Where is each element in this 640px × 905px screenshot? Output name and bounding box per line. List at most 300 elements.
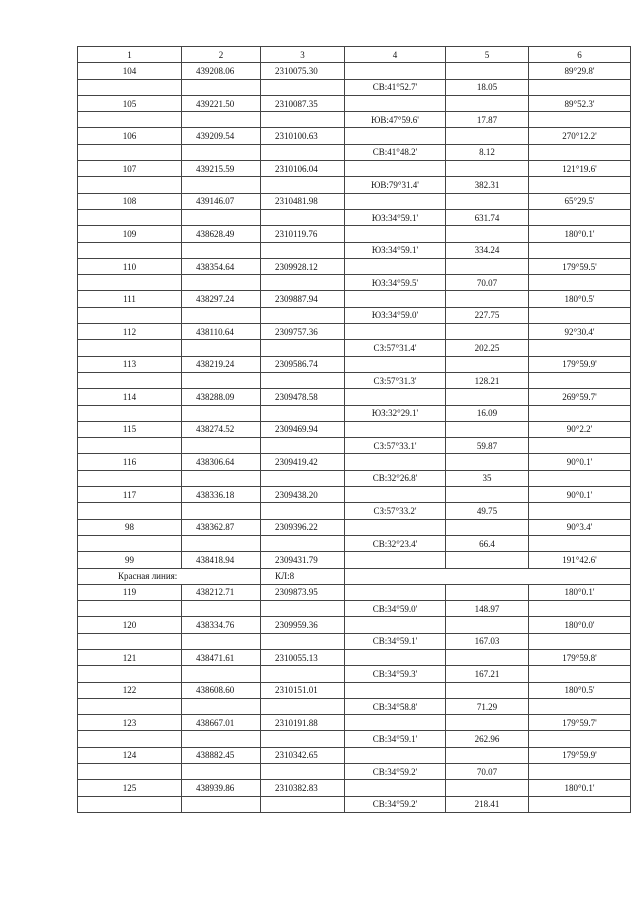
bearing-cell: СЗ:57°33.2' [345,503,446,519]
distance-cell [446,584,529,600]
distance-cell: 17.87 [446,112,529,128]
x-coordinate-cell: 438274.52 [182,421,261,437]
distance-cell: 262.96 [446,731,529,747]
y-coordinate-cell: 2309469.94 [261,421,345,437]
bearing-cell: СВ:34°59.2' [345,764,446,780]
table-row [78,161,631,177]
y-coordinate-cell: 2309396.22 [261,519,345,535]
x-coordinate-cell: 439208.06 [182,63,261,79]
column-header: 4 [345,47,446,63]
point-number-cell: 105 [78,95,182,111]
bearing-cell [345,193,446,209]
bearing-cell: ЮЗ:34°59.1' [345,209,446,225]
angle-cell [529,242,631,258]
table-row [78,275,631,291]
bearing-cell [345,128,446,144]
bearing-cell [345,715,446,731]
point-number-cell [78,470,182,486]
point-number-cell: 108 [78,193,182,209]
x-coordinate-cell: 438418.94 [182,552,261,568]
x-coordinate-cell [182,633,261,649]
x-coordinate-cell [182,731,261,747]
distance-cell: 202.25 [446,340,529,356]
x-coordinate-cell: 438354.64 [182,258,261,274]
point-number-cell [78,307,182,323]
table-row [78,340,631,356]
table-row [78,421,631,437]
angle-cell [529,731,631,747]
angle-cell [529,764,631,780]
header-row [78,47,631,63]
point-number-cell: 120 [78,617,182,633]
bearing-cell [345,682,446,698]
x-coordinate-cell: 438471.61 [182,649,261,665]
point-number-cell [78,698,182,714]
angle-cell: 179°59.8' [529,649,631,665]
table-row [78,144,631,160]
table-row [78,112,631,128]
point-number-cell [78,666,182,682]
table-row [78,470,631,486]
point-number-cell: 107 [78,161,182,177]
angle-cell: 269°59.7' [529,389,631,405]
y-coordinate-cell: 2310382.83 [261,780,345,796]
angle-cell [529,112,631,128]
y-coordinate-cell [261,731,345,747]
distance-cell: 631.74 [446,209,529,225]
y-coordinate-cell [261,503,345,519]
y-coordinate-cell: 2309959.36 [261,617,345,633]
distance-cell [446,617,529,633]
bearing-cell [345,226,446,242]
angle-cell [529,372,631,388]
point-number-cell [78,144,182,160]
bearing-cell [345,454,446,470]
x-coordinate-cell [182,698,261,714]
section-label: Красная линия: [78,568,261,584]
table-row [78,356,631,372]
table-row [78,372,631,388]
x-coordinate-cell [182,470,261,486]
bearing-cell: СВ:34°59.0' [345,601,446,617]
y-coordinate-cell: 2309431.79 [261,552,345,568]
point-number-cell: 99 [78,552,182,568]
angle-cell: 121°19.6' [529,161,631,177]
angle-cell: 180°0.5' [529,291,631,307]
distance-cell [446,519,529,535]
x-coordinate-cell [182,177,261,193]
x-coordinate-cell: 439209.54 [182,128,261,144]
distance-cell [446,95,529,111]
point-number-cell [78,242,182,258]
y-coordinate-cell: 2310075.30 [261,63,345,79]
x-coordinate-cell [182,242,261,258]
table-row [78,291,631,307]
table-row [78,405,631,421]
table-row [78,128,631,144]
point-number-cell [78,79,182,95]
angle-cell [529,470,631,486]
angle-cell [529,340,631,356]
distance-cell: 49.75 [446,503,529,519]
bearing-cell [345,258,446,274]
distance-cell: 227.75 [446,307,529,323]
bearing-cell: СВ:34°59.1' [345,633,446,649]
x-coordinate-cell: 438219.24 [182,356,261,372]
angle-cell: 89°52.3' [529,95,631,111]
point-number-cell [78,633,182,649]
x-coordinate-cell: 438212.71 [182,584,261,600]
bearing-cell: СЗ:57°31.4' [345,340,446,356]
bearing-cell [345,487,446,503]
column-header: 6 [529,47,631,63]
angle-cell [529,535,631,551]
distance-cell [446,291,529,307]
table-row [78,617,631,633]
distance-cell [446,780,529,796]
y-coordinate-cell: 2310481.98 [261,193,345,209]
angle-cell [529,307,631,323]
angle-cell: 90°2.2' [529,421,631,437]
bearing-cell [345,421,446,437]
y-coordinate-cell [261,698,345,714]
point-number-cell [78,503,182,519]
y-coordinate-cell: 2309438.20 [261,487,345,503]
distance-cell [446,324,529,340]
x-coordinate-cell [182,601,261,617]
point-number-cell: 123 [78,715,182,731]
angle-cell: 179°59.5' [529,258,631,274]
y-coordinate-cell: 2310342.65 [261,747,345,763]
distance-cell: 167.21 [446,666,529,682]
point-number-cell: 112 [78,324,182,340]
bearing-cell: ЮЗ:34°59.1' [345,242,446,258]
x-coordinate-cell [182,666,261,682]
angle-cell: 179°59.9' [529,356,631,372]
distance-cell [446,258,529,274]
bearing-cell: СВ:34°59.3' [345,666,446,682]
y-coordinate-cell [261,372,345,388]
table-row [78,193,631,209]
angle-cell [529,144,631,160]
y-coordinate-cell: 2309928.12 [261,258,345,274]
point-number-cell: 114 [78,389,182,405]
y-coordinate-cell: 2309757.36 [261,324,345,340]
bearing-cell [345,552,446,568]
table-row [78,242,631,258]
distance-cell: 59.87 [446,438,529,454]
bearing-cell: ЮЗ:34°59.0' [345,307,446,323]
red-line-section-row [78,568,631,584]
x-coordinate-cell [182,503,261,519]
coordinates-table [77,46,631,813]
point-number-cell: 115 [78,421,182,437]
y-coordinate-cell [261,275,345,291]
x-coordinate-cell: 438608.60 [182,682,261,698]
distance-cell [446,454,529,470]
bearing-cell [345,617,446,633]
point-number-cell: 98 [78,519,182,535]
distance-cell: 382.31 [446,177,529,193]
x-coordinate-cell: 438297.24 [182,291,261,307]
table-row [78,226,631,242]
x-coordinate-cell: 438667.01 [182,715,261,731]
distance-cell: 148.97 [446,601,529,617]
y-coordinate-cell [261,601,345,617]
x-coordinate-cell: 438882.45 [182,747,261,763]
angle-cell [529,79,631,95]
y-coordinate-cell [261,177,345,193]
point-number-cell [78,535,182,551]
point-number-cell [78,764,182,780]
bearing-cell: СВ:34°59.2' [345,796,446,812]
distance-cell [446,161,529,177]
distance-cell: 128.21 [446,372,529,388]
section-code: КЛ:8 [261,568,345,584]
point-number-cell: 109 [78,226,182,242]
angle-cell [529,666,631,682]
x-coordinate-cell: 439221.50 [182,95,261,111]
table-row [78,698,631,714]
table-row [78,601,631,617]
x-coordinate-cell [182,209,261,225]
point-number-cell [78,112,182,128]
x-coordinate-cell: 438362.87 [182,519,261,535]
distance-cell: 16.09 [446,405,529,421]
bearing-cell: СВ:41°48.2' [345,144,446,160]
y-coordinate-cell: 2310151.01 [261,682,345,698]
point-number-cell [78,796,182,812]
y-coordinate-cell: 2309887.94 [261,291,345,307]
table-row [78,324,631,340]
bearing-cell: СВ:34°59.1' [345,731,446,747]
table-row [78,715,631,731]
angle-cell [529,209,631,225]
y-coordinate-cell [261,633,345,649]
angle-cell: 179°59.7' [529,715,631,731]
distance-cell [446,356,529,372]
table-row [78,63,631,79]
bearing-cell: СЗ:57°31.3' [345,372,446,388]
distance-cell [446,193,529,209]
point-number-cell [78,731,182,747]
x-coordinate-cell [182,112,261,128]
table-row [78,764,631,780]
y-coordinate-cell [261,405,345,421]
table-row [78,535,631,551]
distance-cell [446,226,529,242]
section-spacer [345,568,631,584]
angle-cell: 65°29.5' [529,193,631,209]
angle-cell: 270°12.2' [529,128,631,144]
table-row [78,438,631,454]
distance-cell: 8.12 [446,144,529,160]
distance-cell [446,747,529,763]
angle-cell: 180°0.1' [529,226,631,242]
y-coordinate-cell [261,438,345,454]
angle-cell: 180°0.5' [529,682,631,698]
y-coordinate-cell [261,79,345,95]
table-row [78,747,631,763]
y-coordinate-cell [261,307,345,323]
point-number-cell: 124 [78,747,182,763]
table-row [78,731,631,747]
table-row [78,796,631,812]
table-row [78,454,631,470]
y-coordinate-cell [261,470,345,486]
distance-cell [446,421,529,437]
table-row [78,95,631,111]
bearing-cell [345,161,446,177]
point-number-cell: 122 [78,682,182,698]
point-number-cell [78,177,182,193]
x-coordinate-cell [182,307,261,323]
angle-cell: 180°0.0' [529,617,631,633]
y-coordinate-cell [261,209,345,225]
angle-cell [529,405,631,421]
point-number-cell [78,275,182,291]
bearing-cell [345,324,446,340]
x-coordinate-cell [182,535,261,551]
x-coordinate-cell [182,796,261,812]
x-coordinate-cell [182,438,261,454]
point-number-cell [78,601,182,617]
x-coordinate-cell: 438628.49 [182,226,261,242]
bearing-cell: СВ:32°26.8' [345,470,446,486]
y-coordinate-cell: 2310055.13 [261,649,345,665]
angle-cell: 90°3.4' [529,519,631,535]
x-coordinate-cell [182,144,261,160]
table-row [78,389,631,405]
y-coordinate-cell: 2309586.74 [261,356,345,372]
point-number-cell [78,372,182,388]
angle-cell: 179°59.9' [529,747,631,763]
table-body [78,47,631,813]
distance-cell [446,552,529,568]
y-coordinate-cell: 2310106.04 [261,161,345,177]
point-number-cell: 117 [78,487,182,503]
distance-cell [446,128,529,144]
distance-cell [446,389,529,405]
table-row [78,666,631,682]
x-coordinate-cell [182,405,261,421]
angle-cell: 180°0.1' [529,780,631,796]
point-number-cell: 110 [78,258,182,274]
angle-cell [529,633,631,649]
angle-cell [529,177,631,193]
distance-cell [446,649,529,665]
y-coordinate-cell [261,242,345,258]
distance-cell: 218.41 [446,796,529,812]
table-row [78,258,631,274]
y-coordinate-cell [261,796,345,812]
bearing-cell: СЗ:57°33.1' [345,438,446,454]
x-coordinate-cell: 439215.59 [182,161,261,177]
y-coordinate-cell [261,144,345,160]
x-coordinate-cell [182,340,261,356]
bearing-cell [345,291,446,307]
angle-cell [529,438,631,454]
x-coordinate-cell: 439146.07 [182,193,261,209]
y-coordinate-cell: 2309873.95 [261,584,345,600]
table-row [78,177,631,193]
column-header: 2 [182,47,261,63]
bearing-cell [345,584,446,600]
angle-cell [529,503,631,519]
x-coordinate-cell: 438334.76 [182,617,261,633]
bearing-cell: ЮЗ:34°59.5' [345,275,446,291]
bearing-cell: СВ:32°23.4' [345,535,446,551]
x-coordinate-cell: 438336.18 [182,487,261,503]
point-number-cell: 119 [78,584,182,600]
table-row [78,649,631,665]
column-header: 3 [261,47,345,63]
point-number-cell: 125 [78,780,182,796]
y-coordinate-cell: 2310191.88 [261,715,345,731]
x-coordinate-cell: 438306.64 [182,454,261,470]
table-row [78,519,631,535]
bearing-cell [345,63,446,79]
bearing-cell: ЮВ:47°59.6' [345,112,446,128]
table-row [78,209,631,225]
angle-cell: 89°29.8' [529,63,631,79]
point-number-cell: 113 [78,356,182,372]
table-row [78,682,631,698]
bearing-cell [345,649,446,665]
point-number-cell [78,405,182,421]
angle-cell [529,796,631,812]
y-coordinate-cell [261,666,345,682]
table-row [78,633,631,649]
bearing-cell [345,747,446,763]
distance-cell: 35 [446,470,529,486]
point-number-cell: 121 [78,649,182,665]
distance-cell [446,487,529,503]
distance-cell [446,63,529,79]
distance-cell: 18.05 [446,79,529,95]
distance-cell: 66.4 [446,535,529,551]
y-coordinate-cell [261,340,345,356]
table-row [78,780,631,796]
bearing-cell [345,356,446,372]
point-number-cell: 116 [78,454,182,470]
table-row [78,503,631,519]
y-coordinate-cell [261,764,345,780]
point-number-cell [78,209,182,225]
angle-cell: 191°42.6' [529,552,631,568]
point-number-cell: 111 [78,291,182,307]
point-number-cell: 104 [78,63,182,79]
point-number-cell [78,340,182,356]
point-number-cell: 106 [78,128,182,144]
table-row [78,79,631,95]
y-coordinate-cell: 2309478.58 [261,389,345,405]
angle-cell: 92°30.4' [529,324,631,340]
point-number-cell [78,438,182,454]
table-row [78,552,631,568]
table-row [78,487,631,503]
x-coordinate-cell [182,372,261,388]
distance-cell: 70.07 [446,764,529,780]
x-coordinate-cell [182,79,261,95]
angle-cell: 90°0.1' [529,487,631,503]
angle-cell [529,698,631,714]
angle-cell: 90°0.1' [529,454,631,470]
distance-cell: 334.24 [446,242,529,258]
bearing-cell [345,95,446,111]
bearing-cell: ЮЗ:32°29.1' [345,405,446,421]
distance-cell [446,715,529,731]
